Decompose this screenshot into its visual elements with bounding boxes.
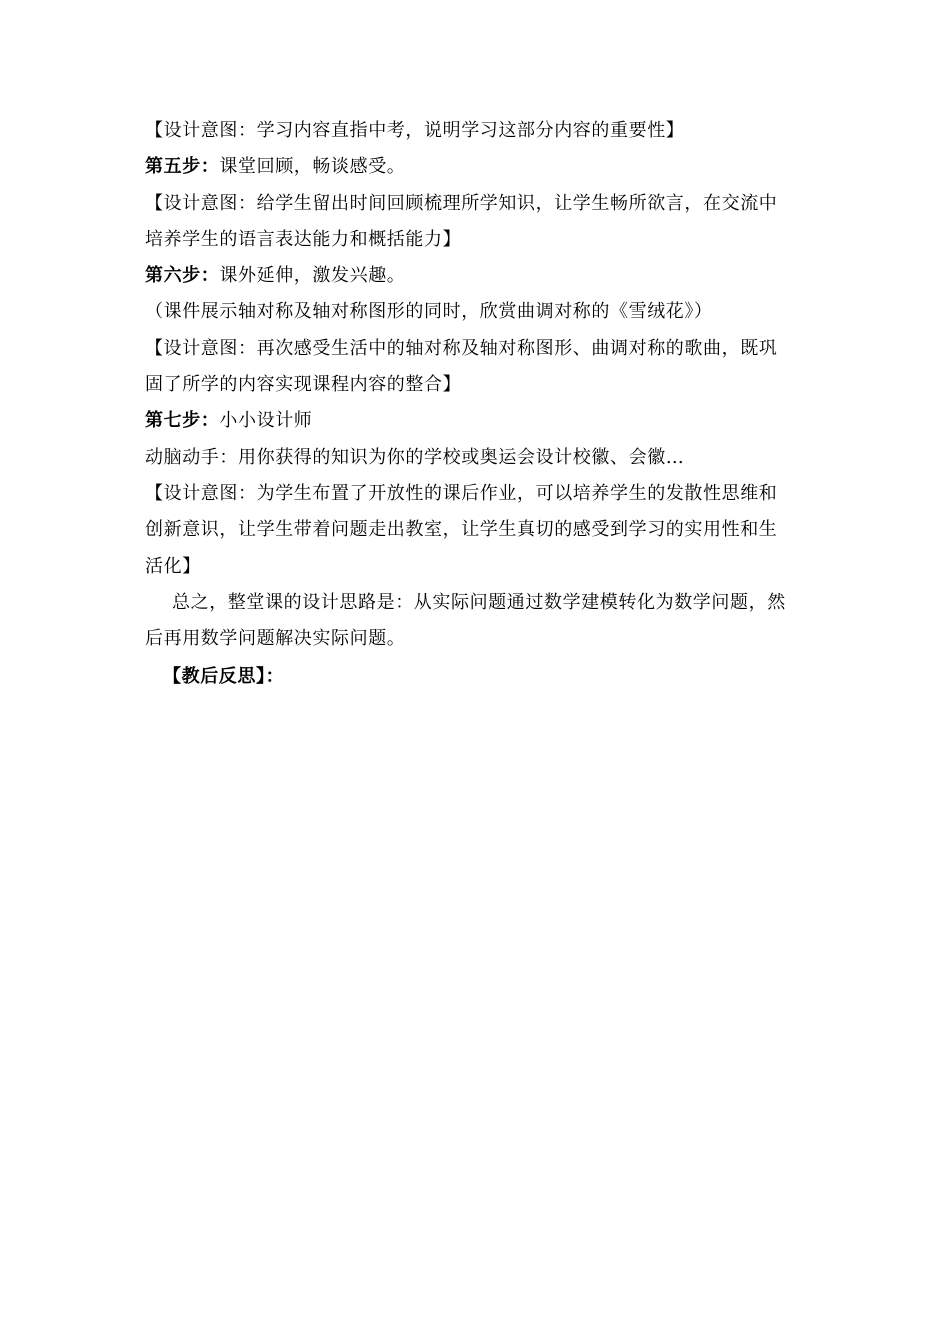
design-intent-4-line-2: 创新意识，让学生带着问题走出教室，让学生真切的感受到学习的实用性和生 bbox=[145, 519, 778, 541]
post-lesson-reflection bbox=[145, 659, 810, 695]
step-six-heading: 第六步： bbox=[145, 265, 220, 287]
summary-line-2: 后再用数学问题解决实际问题。 bbox=[145, 628, 406, 650]
hands-on-task: 动脑动手：用你获得的知识为你的学校或奥运会设计校徽、会徽… bbox=[145, 446, 685, 468]
step-five bbox=[145, 149, 810, 185]
design-intent-4-line-3: 活化】 bbox=[145, 555, 201, 577]
step-five-heading: 第五步： bbox=[145, 156, 220, 178]
design-intent-4-line-1: 【设计意图：为学生布置了开放性的课后作业，可以培养学生的发散性思维和 bbox=[145, 482, 778, 504]
step-six bbox=[145, 258, 810, 294]
reflection-colon: ： bbox=[265, 666, 285, 688]
step-seven bbox=[145, 403, 810, 439]
design-intent-1: 【设计意图：学习内容直指中考，说明学习这部分内容的重要性】 bbox=[145, 120, 685, 141]
design-intent-2-line-1: 【设计意图：给学生留出时间回顾梳理所学知识，让学生畅所欲言，在交流中 bbox=[145, 192, 778, 214]
summary-line-1: 总之，整堂课的设计思路是：从实际问题通过数学建模转化为数学问题，然 bbox=[172, 591, 786, 613]
design-intent-3-line-1: 【设计意图：再次感受生活中的轴对称及轴对称图形、曲调对称的歌曲，既巩 bbox=[145, 337, 778, 359]
design-intent-2-line-2: 培养学生的语言表达能力和概括能力】 bbox=[145, 228, 462, 250]
courseware-note: （课件展示轴对称及轴对称图形的同时，欣赏曲调对称的《雪绒花》） bbox=[145, 301, 713, 323]
design-intent-3-line-2: 固了所学的内容实现课程内容的整合】 bbox=[145, 374, 462, 396]
step-seven-text: 小小设计师 bbox=[219, 410, 313, 432]
step-five-text: 课堂回顾，畅谈感受。 bbox=[219, 156, 406, 178]
reflection-heading: 【教后反思】 bbox=[163, 666, 266, 688]
step-six-text: 课外延伸，激发兴趣。 bbox=[219, 265, 406, 287]
document-body bbox=[145, 113, 810, 696]
step-seven-heading: 第七步： bbox=[145, 410, 220, 432]
